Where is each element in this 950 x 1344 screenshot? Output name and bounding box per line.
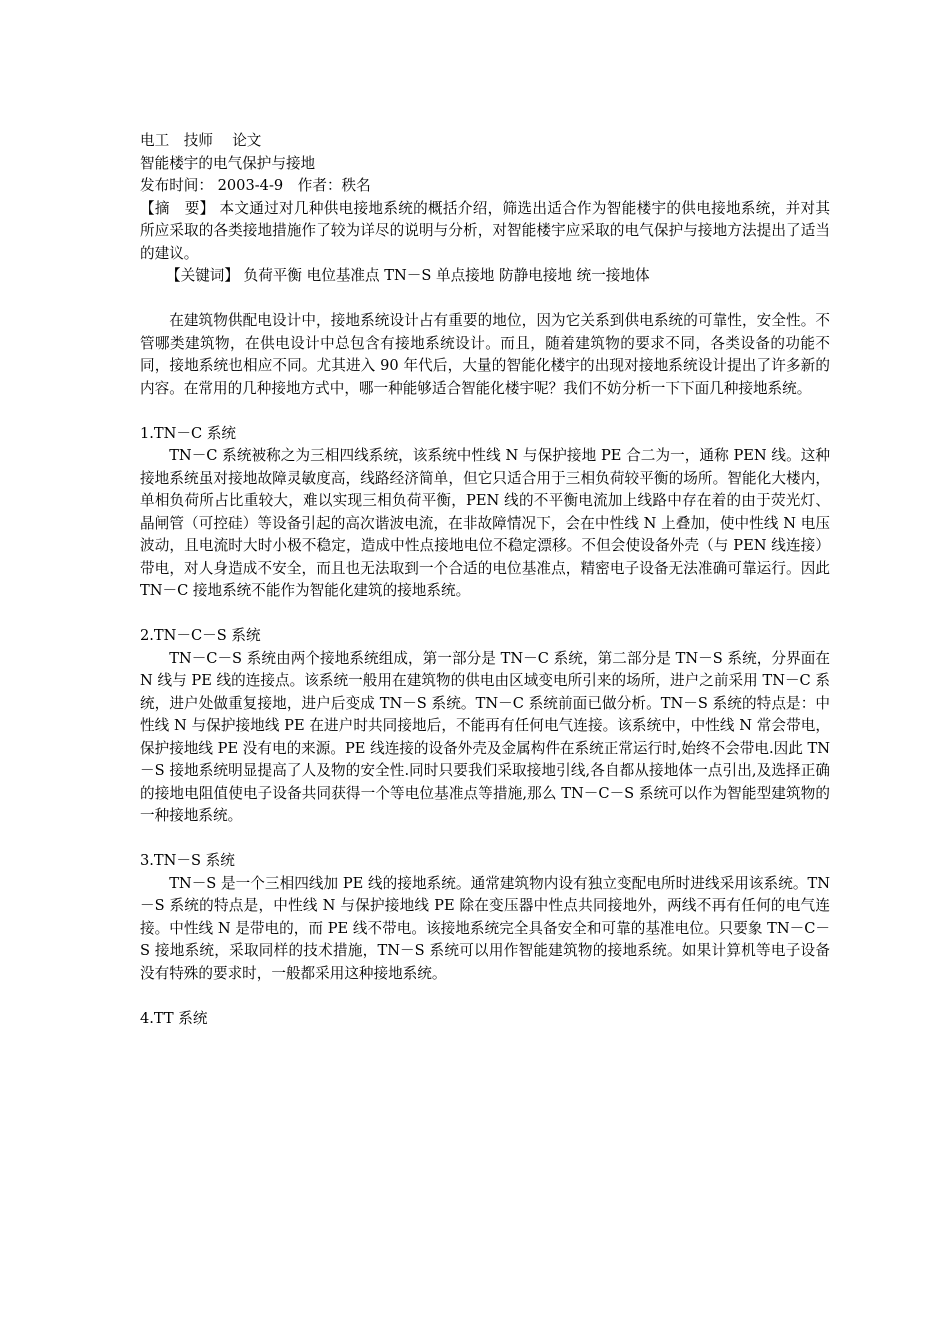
section-body: TN－C－S 系统由两个接地系统组成，第一部分是 TN－C 系统，第二部分是 TN－S 系统，分界面在 N 线与 PE 线的连接点。该系统一般用在建筑物的供电由区域变电所引来的场所，进户之前采用 TN－C 系统，进户处做重复接地，进户后变成 TN－S 系统。TN－C 系统前面已做分析。TN－S 系统的特点是：中性线 N 与保护接地线 PE 在进户时共同接地后，不能再有任何电气连接。该系统中，中性线 N 常会带电，保护接地线 PE 没有电的来源。PE 线连接的设备外壳及金属构件在系统正常运行时,始终不会带电.因此 TN－S 接地系统明显提高了人及物的安全性.同时只要我们采取接地引线,各自都从接地体一点引出,及选择正确的接地电阻值使电子设备共同获得一个等电位基准点等措施,那么 TN－C－S 系统可以作为智能型建筑物的一种接地系统。	[140, 649, 830, 824]
blank-line	[140, 985, 830, 1008]
section-heading: 4.TT 系统	[140, 1009, 208, 1027]
blank-line	[140, 603, 830, 626]
section-heading: 3.TN－S 系统	[140, 852, 235, 869]
document-page	[140, 130, 830, 1030]
article-title: 智能楼宇的电气保护与接地	[140, 154, 316, 172]
article-category: 电工 技师 论文	[140, 132, 262, 149]
abstract-label: 【摘 要】	[140, 199, 215, 217]
blank-line	[140, 288, 830, 311]
intro-paragraph: 在建筑物供配电设计中，接地系统设计占有重要的地位，因为它关系到供电系统的可靠性，安全性。不管哪类建筑物，在供电设计中总包含有接地系统设计。而且，随着建筑物的要求不同，各类设备的功能不同，接地系统也相应不同。尤其进入 90 年代后，大量的智能化楼宇的出现对接地系统设计提出了许多新的内容。在常用的几种接地方式中，哪一种能够适合智能化楼宇呢？我们不妨分析一下下面几种接地系统。	[140, 312, 830, 397]
section-heading: 1.TN－C 系统	[140, 424, 237, 442]
abstract-text: 本文通过对几种供电接地系统的概括介绍，筛选出适合作为智能楼宇的供电接地系统，并对其所应采取的各类接地措施作了较为详尽的说明与分析，对智能楼宇应采取的电气保护与接地方法提出了适当的建议。	[140, 199, 830, 262]
publish-meta: 发布时间： 2003-4-9 作者：秩名	[140, 177, 371, 194]
abstract	[140, 198, 830, 266]
keywords-label: 【关键词】	[166, 267, 239, 284]
keywords	[140, 265, 830, 288]
section-body: TN－S 是一个三相四线加 PE 线的接地系统。通常建筑物内设有独立变配电所时进线采用该系统。TN－S 系统的特点是，中性线 N 与保护接地线 PE 除在变压器中性点共同接地外，两线不再有任何的电气连接。中性线 N 是带电的，而 PE 线不带电。该接地系统完全具备安全和可靠的基准电位。只要象 TN－C－S 接地系统，采取同样的技术措施，TN－S 系统可以用作智能建筑物的接地系统。如果计算机等电子设备没有特殊的要求时，一般都采用这种接地系统。	[140, 874, 830, 982]
blank-line	[140, 400, 830, 423]
section-body: TN－C 系统被称之为三相四线系统，该系统中性线 N 与保护接地 PE 合二为一，通称 PEN 线。这种接地系统虽对接地故障灵敏度高，线路经济简单，但它只适合用于三相负荷较平衡的场所。智能化大楼内，单相负荷所占比重较大，难以实现三相负荷平衡，PEN 线的不平衡电流加上线路中存在着的由于荧光灯、晶闸管（可控硅）等设备引起的高次谐波电流，在非故障情况下，会在中性线 N 上叠加，使中性线 N 电压波动，且电流时大时小极不稳定，造成中性点接地电位不稳定漂移。不但会使设备外壳（与 PEN 线连接）带电，对人身造成不安全，而且也无法取到一个合适的电位基准点，精密电子设备无法准确可靠运行。因此 TN－C 接地系统不能作为智能化建筑的接地系统。	[140, 447, 830, 599]
keywords-text: 负荷平衡 电位基准点 TN－S 单点接地 防静电接地 统一接地体	[238, 267, 650, 284]
section-heading: 2.TN－C－S 系统	[140, 627, 261, 644]
blank-line	[140, 828, 830, 851]
